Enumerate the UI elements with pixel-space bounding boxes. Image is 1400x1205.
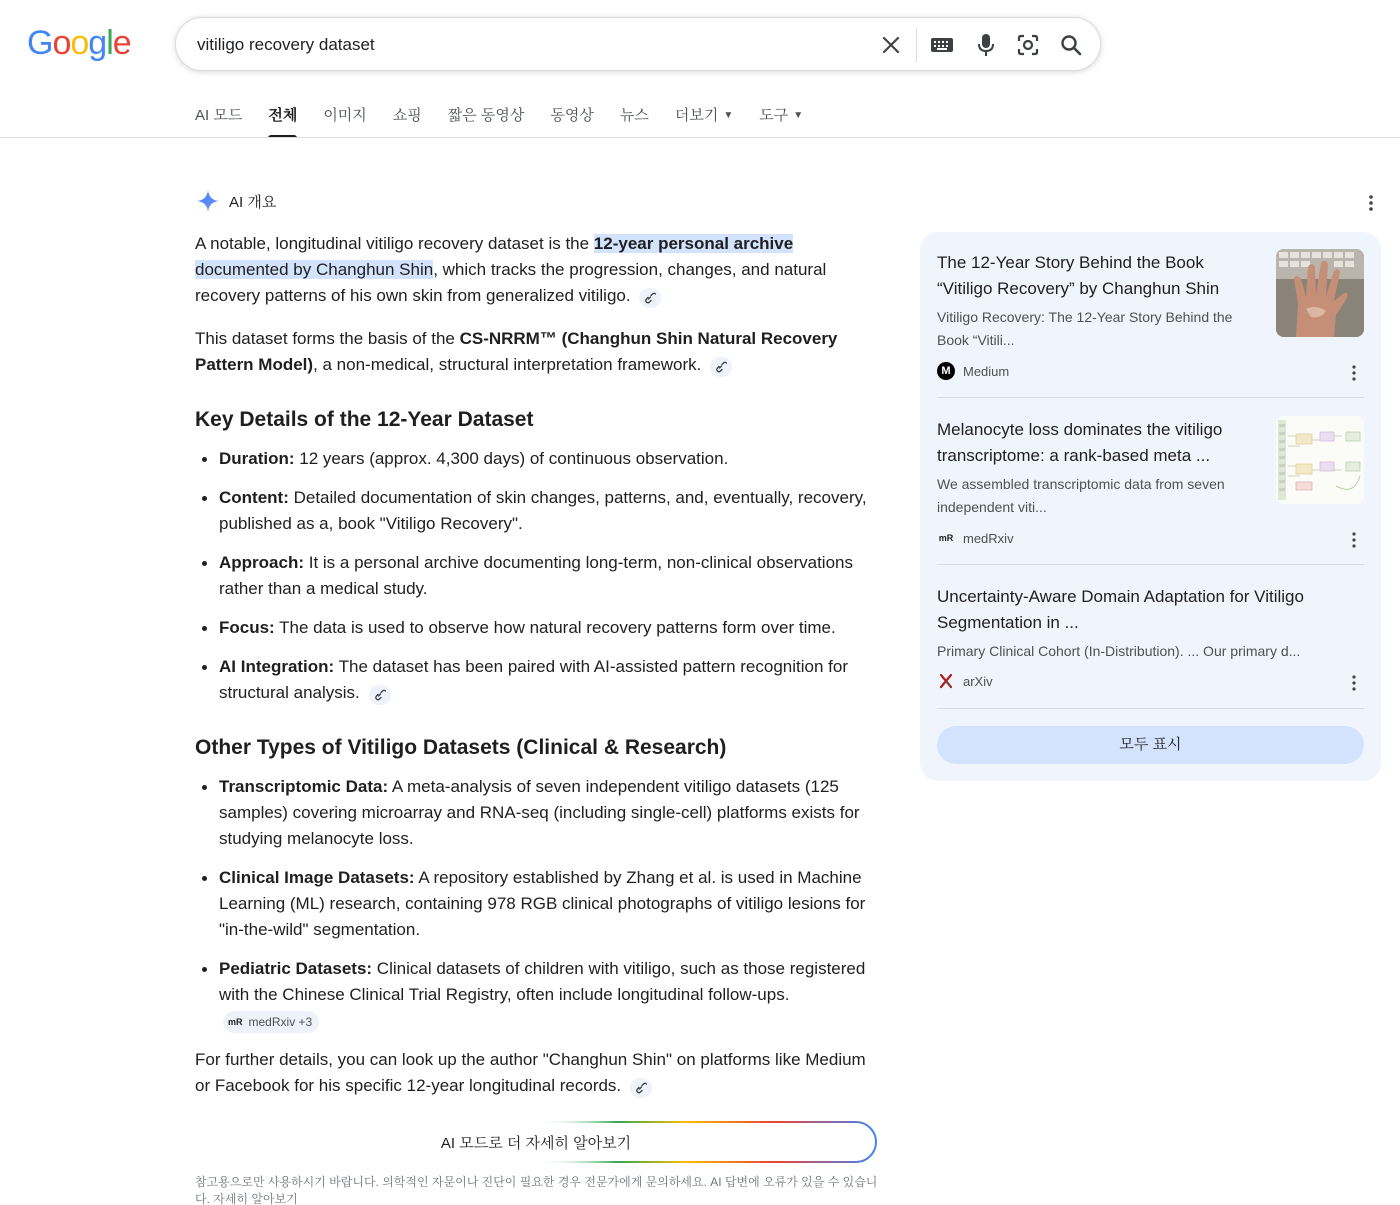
section-heading: Key Details of the 12-Year Dataset [195,408,534,431]
source-snippet: Primary Clinical Cohort (In-Distribution). ... Our primary d... [937,643,1301,659]
ai-overview-header [196,189,276,213]
overview-paragraph: This dataset forms the basis of the CS-NRRM™ (Changhun Shin Natural Recovery Pattern Model), a non-medical, structural interpretation framework. [195,326,881,378]
disclaimer: 참고용으로만 사용하시기 바랍니다. 의학적인 자문이나 진단이 필요한 경우 전문가에게 문의하세요. AI 답변에 오류가 있을 수 있습니다. 자세히 알아보기 [195,1175,878,1205]
list-item: Duration: 12 years (approx. 4,300 days) of continuous observation. [195,446,881,472]
link-icon[interactable] [369,685,391,705]
source-site[interactable]: M Medium [937,362,1009,380]
ai-mode-button[interactable]: AI 모드로 더 자세히 알아보기 [195,1121,877,1163]
medrxiv-icon: mR [228,1017,243,1027]
medium-icon: M [937,362,955,380]
link-icon[interactable] [710,357,732,377]
caret-down-icon: ▼ [723,110,734,121]
more-options-icon[interactable] [1347,530,1361,550]
search-tabs [195,102,829,138]
more-options-icon[interactable] [1347,363,1361,383]
search-input[interactable]: vitiligo recovery dataset [197,35,375,54]
tab-short-videos[interactable]: 짧은 동영상 [447,107,525,124]
other-datasets-list [195,774,881,1034]
list-item: Pediatric Datasets: Clinical datasets of children with vitiligo, such as those registered with the Chinese Clinical Trial Registry, often include longitudinal follow-ups. mR medRxiv +3 [195,956,881,1034]
flow-diagram-thumbnail[interactable] [1276,416,1364,504]
list-item: Approach: It is a personal archive documenting long-term, non-clinical observations rather than a medical study. [195,550,881,602]
list-item: Transcriptomic Data: A meta-analysis of seven independent vitiligo datasets (125 samples) covering microarray and RNA-seq (including single-cell) platforms exists for studying melanocyte loss. [195,774,881,852]
sparkle-icon [196,189,220,213]
header-divider [0,137,1400,138]
source-snippet: Vitiligo Recovery: The 12-Year Story Behind the Book “Vitili... [937,309,1233,348]
source-snippet: We assembled transcriptomic data from seven independent viti... [937,476,1225,515]
card-divider [937,708,1364,709]
list-item: Focus: The data is used to observe how natural recovery patterns form over time. [195,615,881,641]
card-divider [937,397,1364,398]
source-site[interactable]: mR medRxiv [938,530,1014,546]
show-all-button[interactable]: 모두 표시 [937,726,1364,764]
overview-paragraph: A notable, longitudinal vitiligo recovery dataset is the 12-year personal archive documented by Changhun Shin, which tracks the progression, changes, and natural recovery patterns of his own skin from generalized vitiligo. [195,231,881,309]
section-heading: Other Types of Vitiligo Datasets (Clinical & Research) [195,736,727,759]
sources-panel [920,232,1381,781]
source-chip[interactable]: mR medRxiv +3 [223,1011,319,1033]
source-title[interactable]: The 12-Year Story Behind the Book “Vitiligo Recovery” by Changhun Shin [937,253,1220,298]
ai-overview-title: AI 개요 [229,193,277,211]
tab-more[interactable]: 더보기 ▼ [674,107,734,124]
mic-icon[interactable] [972,31,1000,59]
overview-paragraph: For further details, you can look up the author "Changhun Shin" on platforms like Medium or Facebook for his specific 12-year longitudinal records. [195,1047,881,1099]
lens-icon[interactable] [1014,31,1042,59]
list-item: Content: Detailed documentation of skin changes, patterns, and, eventually, recovery, published as a, book "Vitiligo Recovery". [195,485,881,537]
more-options-icon[interactable] [1362,192,1380,214]
list-item: Clinical Image Datasets: A repository established by Zhang et al. is used in Machine Learning (ML) research, containing 978 RGB clinical photographs of vitiligo lesions for "in-the-wild" segmentation. [195,865,881,943]
keyboard-icon[interactable] [928,31,956,59]
search-icon[interactable] [1057,31,1085,59]
tab-news[interactable]: 뉴스 [619,107,649,124]
search-divider [916,28,917,62]
tab-all[interactable]: 전체 [268,102,297,138]
list-item: AI Integration: The dataset has been paired with AI-assisted pattern recognition for structural analysis. [195,654,881,706]
tab-tools[interactable]: 도구 ▼ [759,107,804,124]
tab-shopping[interactable]: 쇼핑 [392,107,422,124]
search-bar[interactable] [175,17,1101,71]
key-details-list [195,446,881,706]
tab-images[interactable]: 이미지 [323,107,367,124]
tab-videos[interactable]: 동영상 [550,107,594,124]
tab-ai-mode[interactable]: AI 모드 [195,107,243,124]
highlighted-answer: 12-year personal archive documented by Changhun Shin [195,234,794,279]
google-logo[interactable]: Google [27,24,131,62]
close-icon[interactable] [877,31,905,59]
hand-photo-thumbnail[interactable] [1276,249,1364,337]
learn-more-link[interactable]: 자세히 알아보기 [213,1192,298,1205]
caret-down-icon: ▼ [793,110,804,121]
arxiv-icon [937,672,955,690]
more-options-icon[interactable] [1347,673,1361,693]
ai-overview-body [195,231,881,1116]
source-title[interactable]: Uncertainty-Aware Domain Adaptation for Vitiligo Segmentation in ... [937,587,1304,632]
link-icon[interactable] [639,288,661,308]
medrxiv-icon: mR [938,533,954,543]
link-icon[interactable] [630,1078,652,1098]
card-divider [937,564,1364,565]
source-site[interactable]: arXiv [937,672,993,690]
source-title[interactable]: Melanocyte loss dominates the vitiligo transcriptome: a rank-based meta ... [937,420,1223,465]
